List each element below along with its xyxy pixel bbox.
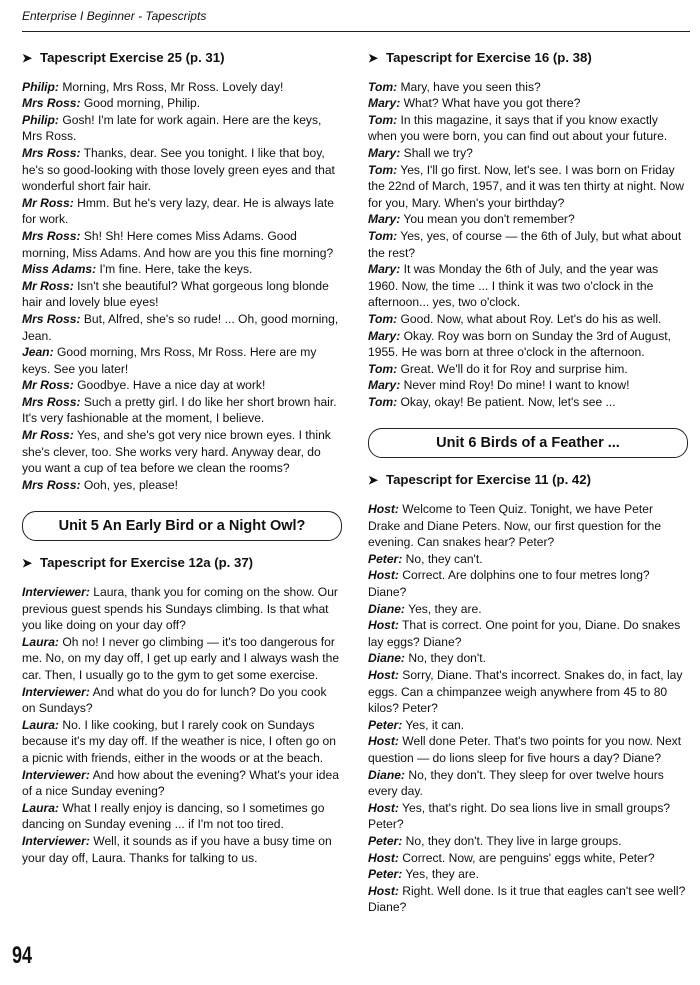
dialogue-line bbox=[22, 311, 342, 344]
dialogue-line bbox=[368, 261, 688, 311]
speaker-name: Mr Ross: bbox=[22, 195, 74, 210]
dialogue-line bbox=[368, 112, 688, 145]
dialogue-line bbox=[22, 800, 342, 833]
speaker-name: Mary: bbox=[368, 96, 401, 111]
dialogue-line bbox=[22, 684, 342, 717]
speaker-name: Mary: bbox=[368, 212, 401, 227]
dialogue-text: Right. Well done. Is it true that eagles can't see well? Diane? bbox=[368, 883, 686, 915]
dialogue-line bbox=[368, 228, 688, 261]
dialogue-text: That is correct. One point for you, Diane. Do snakes lay eggs? Diane? bbox=[368, 618, 681, 649]
speaker-name: Diane: bbox=[368, 651, 405, 666]
speaker-name: Laura: bbox=[22, 634, 59, 649]
speaker-name: Tom: bbox=[368, 112, 398, 127]
dialogue-text: Hmm. But he's very lazy, dear. He is always late for work. bbox=[22, 195, 334, 227]
speaker-name: Philip: bbox=[22, 112, 59, 127]
dialogue-line bbox=[368, 79, 688, 96]
speaker-name: Tom: bbox=[368, 394, 398, 409]
dialogue-text: No, they can't. bbox=[402, 551, 483, 566]
dialogue-line bbox=[22, 584, 342, 634]
arrow-icon: ➤ bbox=[368, 473, 379, 488]
dialogue-line bbox=[22, 394, 342, 427]
speaker-name: Mary: bbox=[368, 145, 401, 160]
dialogue-text: What? What have you got there? bbox=[400, 96, 581, 111]
speaker-name: Peter: bbox=[368, 551, 403, 566]
exercise-heading: ➤ Tapescript for Exercise 11 (p. 42) bbox=[368, 472, 591, 488]
dialogue-line bbox=[22, 477, 342, 494]
dialogue-text: And what do you do for lunch? Do you cook on Sundays? bbox=[22, 684, 327, 716]
dialogue-text: Okay, okay! Be patient. Now, let's see ... bbox=[397, 394, 616, 409]
dialogue-text: And how about the evening? What's your idea of a nice Sunday evening? bbox=[22, 767, 339, 799]
dialogue-text: Goodbye. Have a nice day at work! bbox=[73, 378, 266, 393]
dialogue-line bbox=[22, 145, 342, 195]
speaker-name: Interviewer: bbox=[22, 767, 90, 782]
speaker-name: Mrs Ross: bbox=[22, 394, 81, 409]
page-number: 94 bbox=[12, 942, 33, 969]
dialogue-line bbox=[368, 866, 688, 883]
speaker-name: Mrs Ross: bbox=[22, 311, 81, 326]
speaker-name: Tom: bbox=[368, 311, 398, 326]
dialogue-line bbox=[22, 634, 342, 684]
dialogue-line bbox=[22, 95, 342, 112]
speaker-name: Mrs Ross: bbox=[22, 145, 81, 160]
dialogue-text: Such a pretty girl. I do like her short brown hair. It's very fashionable at the moment, I believe. bbox=[22, 394, 337, 426]
dialogue-line bbox=[22, 228, 342, 261]
dialogue-text: Laura, thank you for coming on the show. Our previous guest spends his Sundays climbing. Is that what you like doing on your day off? bbox=[22, 585, 338, 633]
dialogue-line bbox=[368, 361, 688, 378]
speaker-name: Laura: bbox=[22, 800, 59, 815]
dialogue-line bbox=[368, 328, 688, 361]
speaker-name: Tom: bbox=[368, 79, 398, 94]
dialogue-text: You mean you don't remember? bbox=[400, 212, 575, 227]
dialogue-text: Oh no! I never go climbing — it's too dangerous for me. No, on my day off, I get up early and I always wash the car. Then, I usually go to the gym to get some exercise. bbox=[22, 634, 340, 682]
speaker-name: Host: bbox=[368, 668, 399, 682]
dialogue-text: Sh! Sh! Here comes Miss Adams. Good morning, Miss Adams. And how are you this fine morning? bbox=[22, 228, 334, 260]
dialogue-line bbox=[22, 767, 342, 800]
exercise-heading: ➤ Tapescript Exercise 25 (p. 31) bbox=[22, 50, 225, 65]
left-column bbox=[22, 50, 342, 866]
speaker-name: Mrs Ross: bbox=[22, 477, 81, 492]
dialogue-line bbox=[368, 850, 688, 867]
exercise-heading: ➤ Tapescript for Exercise 12a (p. 37) bbox=[22, 555, 254, 571]
speaker-name: Tom: bbox=[368, 228, 398, 243]
speaker-name: Host: bbox=[368, 618, 399, 633]
dialogue-line bbox=[368, 394, 688, 411]
dialogue-line bbox=[368, 833, 688, 850]
dialogue-line bbox=[368, 717, 688, 734]
speaker-name: Mary: bbox=[368, 378, 401, 393]
dialogue-line bbox=[368, 211, 688, 228]
exercise-heading: ➤ Tapescript for Exercise 16 (p. 38) bbox=[368, 50, 592, 65]
dialogue-text: Morning, Mrs Ross, Mr Ross. Lovely day! bbox=[58, 79, 284, 94]
dialogue-text: I'm fine. Here, take the keys. bbox=[96, 262, 253, 277]
dialogue-line bbox=[368, 733, 688, 766]
dialogue-text: Yes, they are. bbox=[404, 601, 482, 616]
speaker-name: Philip: bbox=[22, 79, 59, 94]
dialogue-text: It was Monday the 6th of July, and the year was 1960. Now, the time ... I think it was two o'clock in the afternoon... yes, two o'clock. bbox=[368, 262, 659, 310]
speaker-name: Host: bbox=[368, 502, 399, 517]
dialogue-line bbox=[22, 278, 342, 311]
dialogue-line bbox=[368, 567, 688, 600]
dialogue-ex12a bbox=[22, 584, 342, 866]
arrow-icon: ➤ bbox=[368, 51, 379, 65]
speaker-name: Host: bbox=[368, 850, 399, 865]
dialogue-text: Mary, have you seen this? bbox=[397, 79, 541, 94]
speaker-name: Tom: bbox=[368, 162, 398, 177]
speaker-name: Peter: bbox=[368, 867, 403, 882]
dialogue-line bbox=[368, 800, 688, 833]
dialogue-line bbox=[22, 344, 342, 377]
dialogue-text: Yes, yes, of course — the 6th of July, but what about the rest? bbox=[368, 228, 682, 260]
speaker-name: Mrs Ross: bbox=[22, 96, 81, 111]
unit-6-banner: Unit 6 Birds of a Feather ... bbox=[368, 428, 688, 458]
dialogue-text: Sorry, Diane. That's incorrect. Snakes do, in fact, lay eggs. Can a chimpanzee weigh anywhere from 45 to 80 kilos? Peter? bbox=[368, 668, 683, 716]
dialogue-text: Gosh! I'm late for work again. Here are the keys, Mrs Ross. bbox=[22, 112, 322, 144]
speaker-name: Mary: bbox=[368, 328, 401, 343]
dialogue-text: No, they don't. bbox=[404, 651, 486, 666]
running-title: Enterprise I Beginner - Tapescripts bbox=[22, 9, 207, 23]
speaker-name: Interviewer: bbox=[22, 684, 90, 699]
dialogue-line bbox=[368, 311, 688, 328]
speaker-name: Diane: bbox=[368, 767, 405, 782]
running-header bbox=[22, 7, 690, 32]
dialogue-line bbox=[368, 601, 688, 618]
dialogue-text: Good morning, Philip. bbox=[80, 96, 201, 111]
dialogue-text: In this magazine, it says that if you know exactly when you were born, you can find out about your future. bbox=[368, 112, 668, 144]
dialogue-text: Yes, and she's got very nice brown eyes. I think she's clever, too. She works very hard. Anyway dear, do you want a cup of tea before we clean the rooms? bbox=[22, 428, 331, 476]
dialogue-text: Yes, it can. bbox=[402, 717, 465, 732]
speaker-name: Host: bbox=[368, 800, 399, 815]
speaker-name: Peter: bbox=[368, 833, 403, 848]
dialogue-line bbox=[22, 833, 342, 866]
speaker-name: Laura: bbox=[22, 717, 59, 732]
dialogue-text: Great. We'll do it for Roy and surprise him. bbox=[397, 361, 628, 376]
dialogue-text: Yes, that's right. Do sea lions live in small groups? Peter? bbox=[368, 800, 671, 832]
dialogue-line bbox=[368, 551, 688, 568]
dialogue-line bbox=[368, 883, 688, 916]
dialogue-line bbox=[368, 617, 688, 650]
unit-5-banner: Unit 5 An Early Bird or a Night Owl? bbox=[22, 511, 342, 541]
arrow-icon: ➤ bbox=[22, 556, 33, 571]
speaker-name: Mr Ross: bbox=[22, 378, 74, 393]
dialogue-line bbox=[22, 717, 342, 767]
dialogue-line bbox=[368, 95, 688, 112]
dialogue-ex25 bbox=[22, 79, 342, 494]
dialogue-text: Correct. Are dolphins one to four metres long? Diane? bbox=[368, 568, 650, 600]
speaker-name: Host: bbox=[368, 734, 399, 749]
dialogue-line bbox=[368, 501, 688, 551]
dialogue-text: Yes, I'll go first. Now, let's see. I was born on Friday the 22nd of March, 1957, and it was ten thirty at night. Now for you, Mary. When's your birthday? bbox=[368, 162, 684, 210]
speaker-name: Mary: bbox=[368, 262, 401, 277]
dialogue-line bbox=[368, 145, 688, 162]
right-column bbox=[368, 50, 688, 916]
dialogue-line bbox=[368, 667, 688, 717]
dialogue-ex16 bbox=[368, 79, 688, 411]
dialogue-text: Welcome to Teen Quiz. Tonight, we have Peter Drake and Diane Peters. Now, our first question for the evening. Can snakes hear? Peter? bbox=[368, 502, 662, 550]
speaker-name: Interviewer: bbox=[22, 585, 90, 600]
speaker-name: Miss Adams: bbox=[22, 262, 97, 277]
dialogue-text: Correct. Now, are penguins' eggs white, Peter? bbox=[398, 850, 655, 865]
dialogue-text: Isn't she beautiful? What gorgeous long blonde hair and lovely blue eyes! bbox=[22, 278, 329, 310]
dialogue-text: Okay. Roy was born on Sunday the 3rd of August, 1955. He was born at three o'clock in the afternoon. bbox=[368, 328, 671, 360]
dialogue-text: Well, it sounds as if you have a busy time on your day off, Laura. Thanks for talking to us. bbox=[22, 833, 332, 865]
dialogue-line bbox=[368, 767, 688, 800]
dialogue-text: Yes, they are. bbox=[402, 867, 479, 882]
dialogue-text: Shall we try? bbox=[400, 145, 473, 160]
dialogue-line bbox=[368, 650, 688, 667]
dialogue-line bbox=[22, 261, 342, 278]
dialogue-text: Ooh, yes, please! bbox=[80, 477, 178, 492]
speaker-name: Tom: bbox=[368, 361, 398, 376]
dialogue-ex11 bbox=[368, 501, 688, 916]
speaker-name: Jean: bbox=[22, 345, 54, 360]
arrow-icon: ➤ bbox=[22, 51, 33, 65]
speaker-name: Mr Ross: bbox=[22, 278, 74, 293]
speaker-name: Mrs Ross: bbox=[22, 228, 81, 243]
dialogue-text: Never mind Roy! Do mine! I want to know! bbox=[400, 378, 630, 393]
dialogue-text: Good. Now, what about Roy. Let's do his as well. bbox=[397, 311, 662, 326]
dialogue-line bbox=[22, 195, 342, 228]
dialogue-line bbox=[22, 112, 342, 145]
speaker-name: Host: bbox=[368, 568, 399, 583]
dialogue-text: Good morning, Mrs Ross, Mr Ross. Here are my keys. See you later! bbox=[22, 345, 317, 376]
dialogue-text: What I really enjoy is dancing, so I sometimes go dancing on Sunday evening ... if I'm not too tired. bbox=[22, 800, 325, 832]
speaker-name: Mr Ross: bbox=[22, 428, 74, 443]
speaker-name: Diane: bbox=[368, 601, 405, 616]
dialogue-text: No, they don't. They live in large groups. bbox=[402, 833, 622, 848]
dialogue-line bbox=[22, 427, 342, 477]
dialogue-text: Well done Peter. That's two points for you now. Next question — do lions sleep for five hours a day? Diane? bbox=[368, 734, 682, 765]
dialogue-text: No, they don't. They sleep for over twelve hours every day. bbox=[368, 767, 664, 799]
dialogue-text: No. I like cooking, but I rarely cook on Sundays because it's my day off. If the weather is nice, I often go on a picnic with friends, either in the woods or at the beach. bbox=[22, 717, 337, 765]
dialogue-text: Thanks, dear. See you tonight. I like that boy, he's so good-looking with those lovely green eyes and that wonderful short fair hair. bbox=[22, 145, 335, 194]
speaker-name: Peter: bbox=[368, 717, 403, 732]
dialogue-text: But, Alfred, she's so rude! ... Oh, good morning, Jean. bbox=[22, 311, 339, 343]
dialogue-line bbox=[22, 377, 342, 394]
dialogue-line bbox=[22, 79, 342, 96]
dialogue-line bbox=[368, 162, 688, 212]
speaker-name: Interviewer: bbox=[22, 833, 90, 848]
dialogue-line bbox=[368, 377, 688, 394]
speaker-name: Host: bbox=[368, 883, 399, 898]
